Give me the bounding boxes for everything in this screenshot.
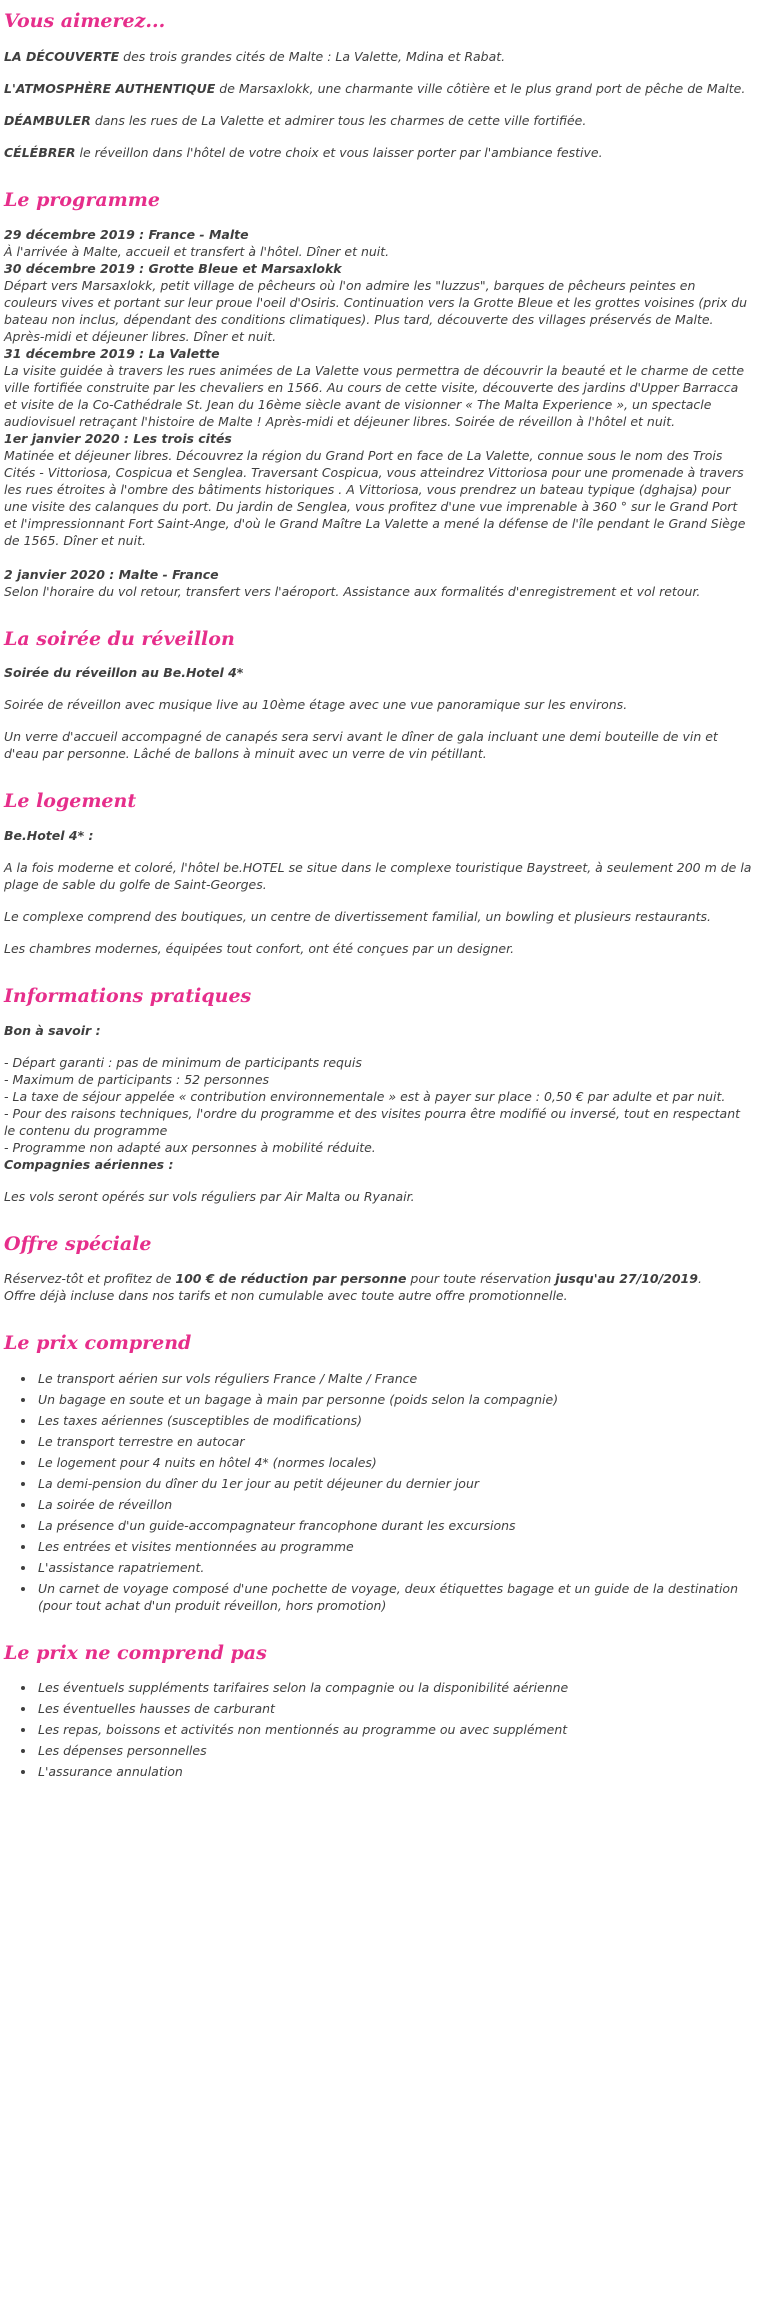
section-logement [4,790,752,957]
section-heading-offre-speciale: Offre spéciale [4,1232,152,1255]
paragraph: Soirée de réveillon avec musique live au 10ème étage avec une vue panoramique sur les environs. [4,697,628,713]
note-line: - Maximum de participants : 52 personnes [4,1071,270,1087]
program-day [4,226,752,260]
highlight-text: le réveillon dans l'hôtel de votre choix et vous laisser porter par l'ambiance festive. [75,144,603,160]
bullet-item: • Les taxes aériennes (susceptibles de modifications) [36,1412,752,1429]
program-day [4,430,752,549]
highlight-lead: CÉLÉBRER [4,144,76,160]
paragraph: Le complexe comprend des boutiques, un centre de divertissement familial, un bowling et plusieurs restaurants. [4,909,711,925]
offre-text-segment: pour toute réservation [406,1270,556,1286]
notes-list [4,1054,752,1173]
section-heading-infos-pratiques: Informations pratiques [4,985,252,1008]
highlight-text: des trois grandes cités de Malte : La Valette, Mdina et Rabat. [119,48,506,64]
note-line: - La taxe de séjour appelée « contribution environnementale » est à payer sur place : 0,50 € par adulte et par nuit. [4,1088,726,1104]
bullet-item: • Les repas, boissons et activités non mentionnés au programme ou avec supplément [36,1721,752,1738]
bullet-item: • Un carnet de voyage composé d'une pochette de voyage, deux étiquettes bagage et un guide de la destination (pour tout achat d'un produit réveillon, hors promotion) [36,1580,752,1614]
section-prix-comprend [4,1332,752,1614]
offre-text-segment: Réservez-tôt et profitez de [4,1270,176,1286]
highlight-text: dans les rues de La Valette et admirer tous les charmes de cette ville fortifiée. [90,112,587,128]
highlight-lead: LA DÉCOUVERTE [4,48,120,64]
section-offre-speciale [4,1233,752,1304]
bullet-item: • La présence d'un guide-accompagnateur francophone durant les excursions [36,1517,752,1534]
program-day-desc: Selon l'horaire du vol retour, transfert vers l'aéroport. Assistance aux formalités d'enregistrement et vol retour. [4,583,701,599]
program-days [4,226,752,600]
program-day-desc: Départ vers Marsaxlokk, petit village de pêcheurs où l'on admire les "luzzus", barques de pêcheurs peintes en couleurs vives et portant sur leur proue l'oeil d'Osiris. Continuation vers la Grotte Bleue et les grottes voisines (prix du bateau non inclus, dépendant des conditions climatiques). Plus tard, découverte des villages préservés de Malte. Après-midi et déjeuner libres. Dîner et nuit. [4,277,748,344]
note-line: - Pour des raisons techniques, l'ordre du programme et des visites pourra être modifié ou inversé, tout en respectant le contenu du programme [4,1105,741,1138]
offre-deadline: jusqu'au 27/10/2019 [555,1270,698,1286]
highlight-lead: L'ATMOSPHÈRE AUTHENTIQUE [4,80,216,96]
section-heading-programme: Le programme [4,188,160,211]
bon-a-savoir-label: Bon à savoir : [4,1022,101,1038]
highlight-text: de Marsaxlokk, une charmante ville côtière et le plus grand port de pêche de Malte. [215,80,746,96]
highlight-item [4,80,752,97]
program-day-desc: À l'arrivée à Malte, accueil et transfert à l'hôtel. Dîner et nuit. [4,243,390,259]
bullet-item: • Les éventuelles hausses de carburant [36,1700,752,1717]
program-day-desc: La visite guidée à travers les rues animées de La Valette vous permettra de découvrir la beauté et le charme de cette ville fortifiée construite par les chevaliers en 1566. Au cours de cette visite, découverte des jardins d'Upper Barracca et visite de la Co-Cathédrale St. Jean du 16ème siècle avant de visionner « The Malta Experience », un spectacle audiovisuel retraçant l'histoire de Malte ! Après-midi et déjeuner libres. Soirée de réveillon à l'hôtel et nuit. [4,362,745,429]
section-programme [4,189,752,600]
program-day-date: 29 décembre 2019 : France - Malte [4,226,249,242]
highlight-item [4,144,752,161]
note-line: - Programme non adapté aux personnes à mobilité réduite. [4,1139,376,1155]
highlight-item [4,48,752,65]
program-day [4,566,752,600]
program-day-date: 1er janvier 2020 : Les trois cités [4,430,232,446]
offre-text-segment: . [697,1270,702,1286]
program-day [4,345,752,430]
section-prix-ne-comprend-pas [4,1642,752,1781]
bullet-item: • L'assurance annulation [36,1763,752,1780]
section-heading-prix-comprend: Le prix comprend [4,1331,192,1354]
paragraph: Un verre d'accueil accompagné de canapés sera servi avant le dîner de gala incluant une demi bouteille de vin et d'eau par personne. Lâché de ballons à minuit avec un verre de vin pétillant. [4,729,718,762]
program-day-date: 31 décembre 2019 : La Valette [4,345,220,361]
paragraph: Les chambres modernes, équipées tout confort, ont été conçues par un designer. [4,941,515,957]
section-heading-prix-ne-comprend-pas: Le prix ne comprend pas [4,1641,267,1664]
program-day [4,260,752,345]
bullet-item: • Les dépenses personnelles [36,1742,752,1759]
section-heading-vous-aimerez: Vous aimerez... [4,10,166,32]
bullet-item: • La soirée de réveillon [36,1496,752,1513]
logement-subtitle: Be.Hotel 4* : [4,828,94,844]
prix-comprend-list [12,1370,752,1614]
paragraph: A la fois moderne et coloré, l'hôtel be.HOTEL se situe dans le complexe touristique Baystreet, à seulement 200 m de la plage de sable du golfe de Saint-Georges. [4,860,752,893]
bullet-item: • La demi-pension du dîner du 1er jour au petit déjeuner du dernier jour [36,1475,752,1492]
bullet-item: • Le transport terrestre en autocar [36,1433,752,1450]
bullet-item: • Le logement pour 4 nuits en hôtel 4* (normes locales) [36,1454,752,1471]
program-day-date: 30 décembre 2019 : Grotte Bleue et Marsaxlokk [4,260,342,276]
offre-line-2: Offre déjà incluse dans nos tarifs et non cumulable avec toute autre offre promotionnelle. [4,1287,568,1303]
highlight-item [4,112,752,129]
offre-line-1 [4,1270,752,1287]
highlight-lead: DÉAMBULER [4,112,91,128]
soiree-subtitle: Soirée du réveillon au Be.Hotel 4* [4,665,244,681]
bullet-item: • L'assistance rapatriement. [36,1559,752,1576]
program-day-desc: Matinée et déjeuner libres. Découvrez la région du Grand Port en face de La Valette, connue sous le nom des Trois Cités - Vittoriosa, Cospicua et Senglea. Traversant Cospicua, vous atteindrez Vittoriosa pour une promenade à travers les rues étroites à l'ombre des bâtiments historiques . A Vittoriosa, vous prendrez un bateau typique (dghajsa) pour une visite des calanques du port. Du jardin de Senglea, vous profitez d'une vue imprenable à 360 ° sur le Grand Port et l'impressionnant Fort Saint-Ange, d'où le Grand Maître La Valette a mené la défense de l'île pendant le Grand Siège de 1565. Dîner et nuit. [4,447,746,548]
section-heading-soiree-reveillon: La soirée du réveillon [4,627,235,650]
section-soiree-reveillon [4,628,752,763]
compagnies-label: Compagnies aériennes : [4,1156,174,1172]
bullet-item: • Les éventuels suppléments tarifaires selon la compagnie ou la disponibilité aérienne [36,1679,752,1696]
program-day-date: 2 janvier 2020 : Malte - France [4,566,219,582]
section-vous-aimerez [4,10,752,161]
bullet-item: • Le transport aérien sur vols réguliers France / Malte / France [36,1370,752,1387]
note-line: - Départ garanti : pas de minimum de participants requis [4,1054,362,1070]
section-infos-pratiques [4,985,752,1205]
offre-discount: 100 € de réduction par personne [175,1270,407,1286]
compagnies-text: Les vols seront opérés sur vols réguliers par Air Malta ou Ryanair. [4,1188,415,1204]
bullet-item: • Les entrées et visites mentionnées au programme [36,1538,752,1555]
offre-text [4,1270,752,1304]
section-heading-logement: Le logement [4,790,137,813]
prix-ne-comprend-pas-list [12,1679,752,1780]
bullet-item: • Un bagage en soute et un bagage à main par personne (poids selon la compagnie) [36,1391,752,1408]
